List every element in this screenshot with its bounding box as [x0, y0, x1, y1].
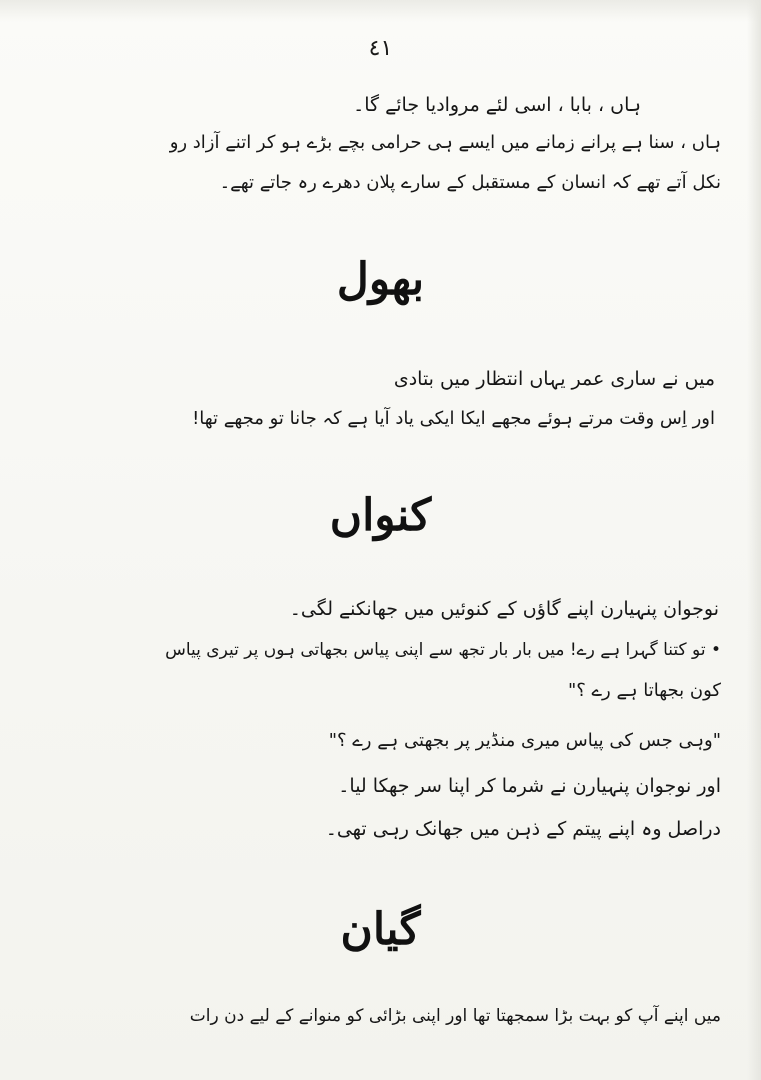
page-top-shadow	[0, 0, 761, 22]
section-heading: گیان	[340, 904, 421, 955]
text-line: اور نوجوان پنہیارن نے شرما کر اپنا سر جھکا لیا۔	[338, 775, 721, 797]
text-line: نوجوان پنہیارن اپنے گاؤں کے کنوئیں میں جھانکنے لگی۔	[289, 598, 719, 620]
text-line: دراصل وہ اپنے پیتم کے ذہن میں جھانک رہی تھی۔	[325, 818, 721, 840]
text-line: میں نے ساری عمر یہاں انتظار میں بتادی	[393, 368, 715, 390]
section-heading: کنواں	[329, 490, 432, 541]
text-line: اور اِس وقت مرتے ہوئے مجھے ایکا ایکی یاد آیا ہے کہ جانا تو مجھے تھا!	[192, 408, 715, 429]
text-line: نکل آتے تھے کہ انسان کے مستقبل کے سارے پلان دھرے رہ جاتے تھے۔	[219, 172, 721, 193]
text-line: کون بجھاتا ہے رے ؟"	[567, 680, 721, 701]
text-line: ہاں ، سنا ہے پرانے زمانے میں ایسے ہی حرامی بچے بڑے ہو کر اتنے آزاد رو	[169, 132, 721, 153]
text-line: "وہی جس کی پیاس میری منڈیر پر بجھتی ہے رے ؟"	[328, 730, 721, 751]
text-line: • تو کتنا گہرا ہے رے! میں بار بار تجھ سے اپنی پیاس بجھاتی ہوں پر تیری پیاس	[165, 640, 721, 660]
text-line: ہاں ، بابا ، اسی لئے مروادیا جائے گا۔	[353, 94, 641, 116]
text-line: میں اپنے آپ کو بہت بڑا سمجھتا تھا اور اپنی بڑائی کو منوانے کے لیے دن رات	[189, 1006, 721, 1026]
page-number: ٤١	[368, 36, 393, 61]
section-heading: بھول	[336, 254, 425, 305]
